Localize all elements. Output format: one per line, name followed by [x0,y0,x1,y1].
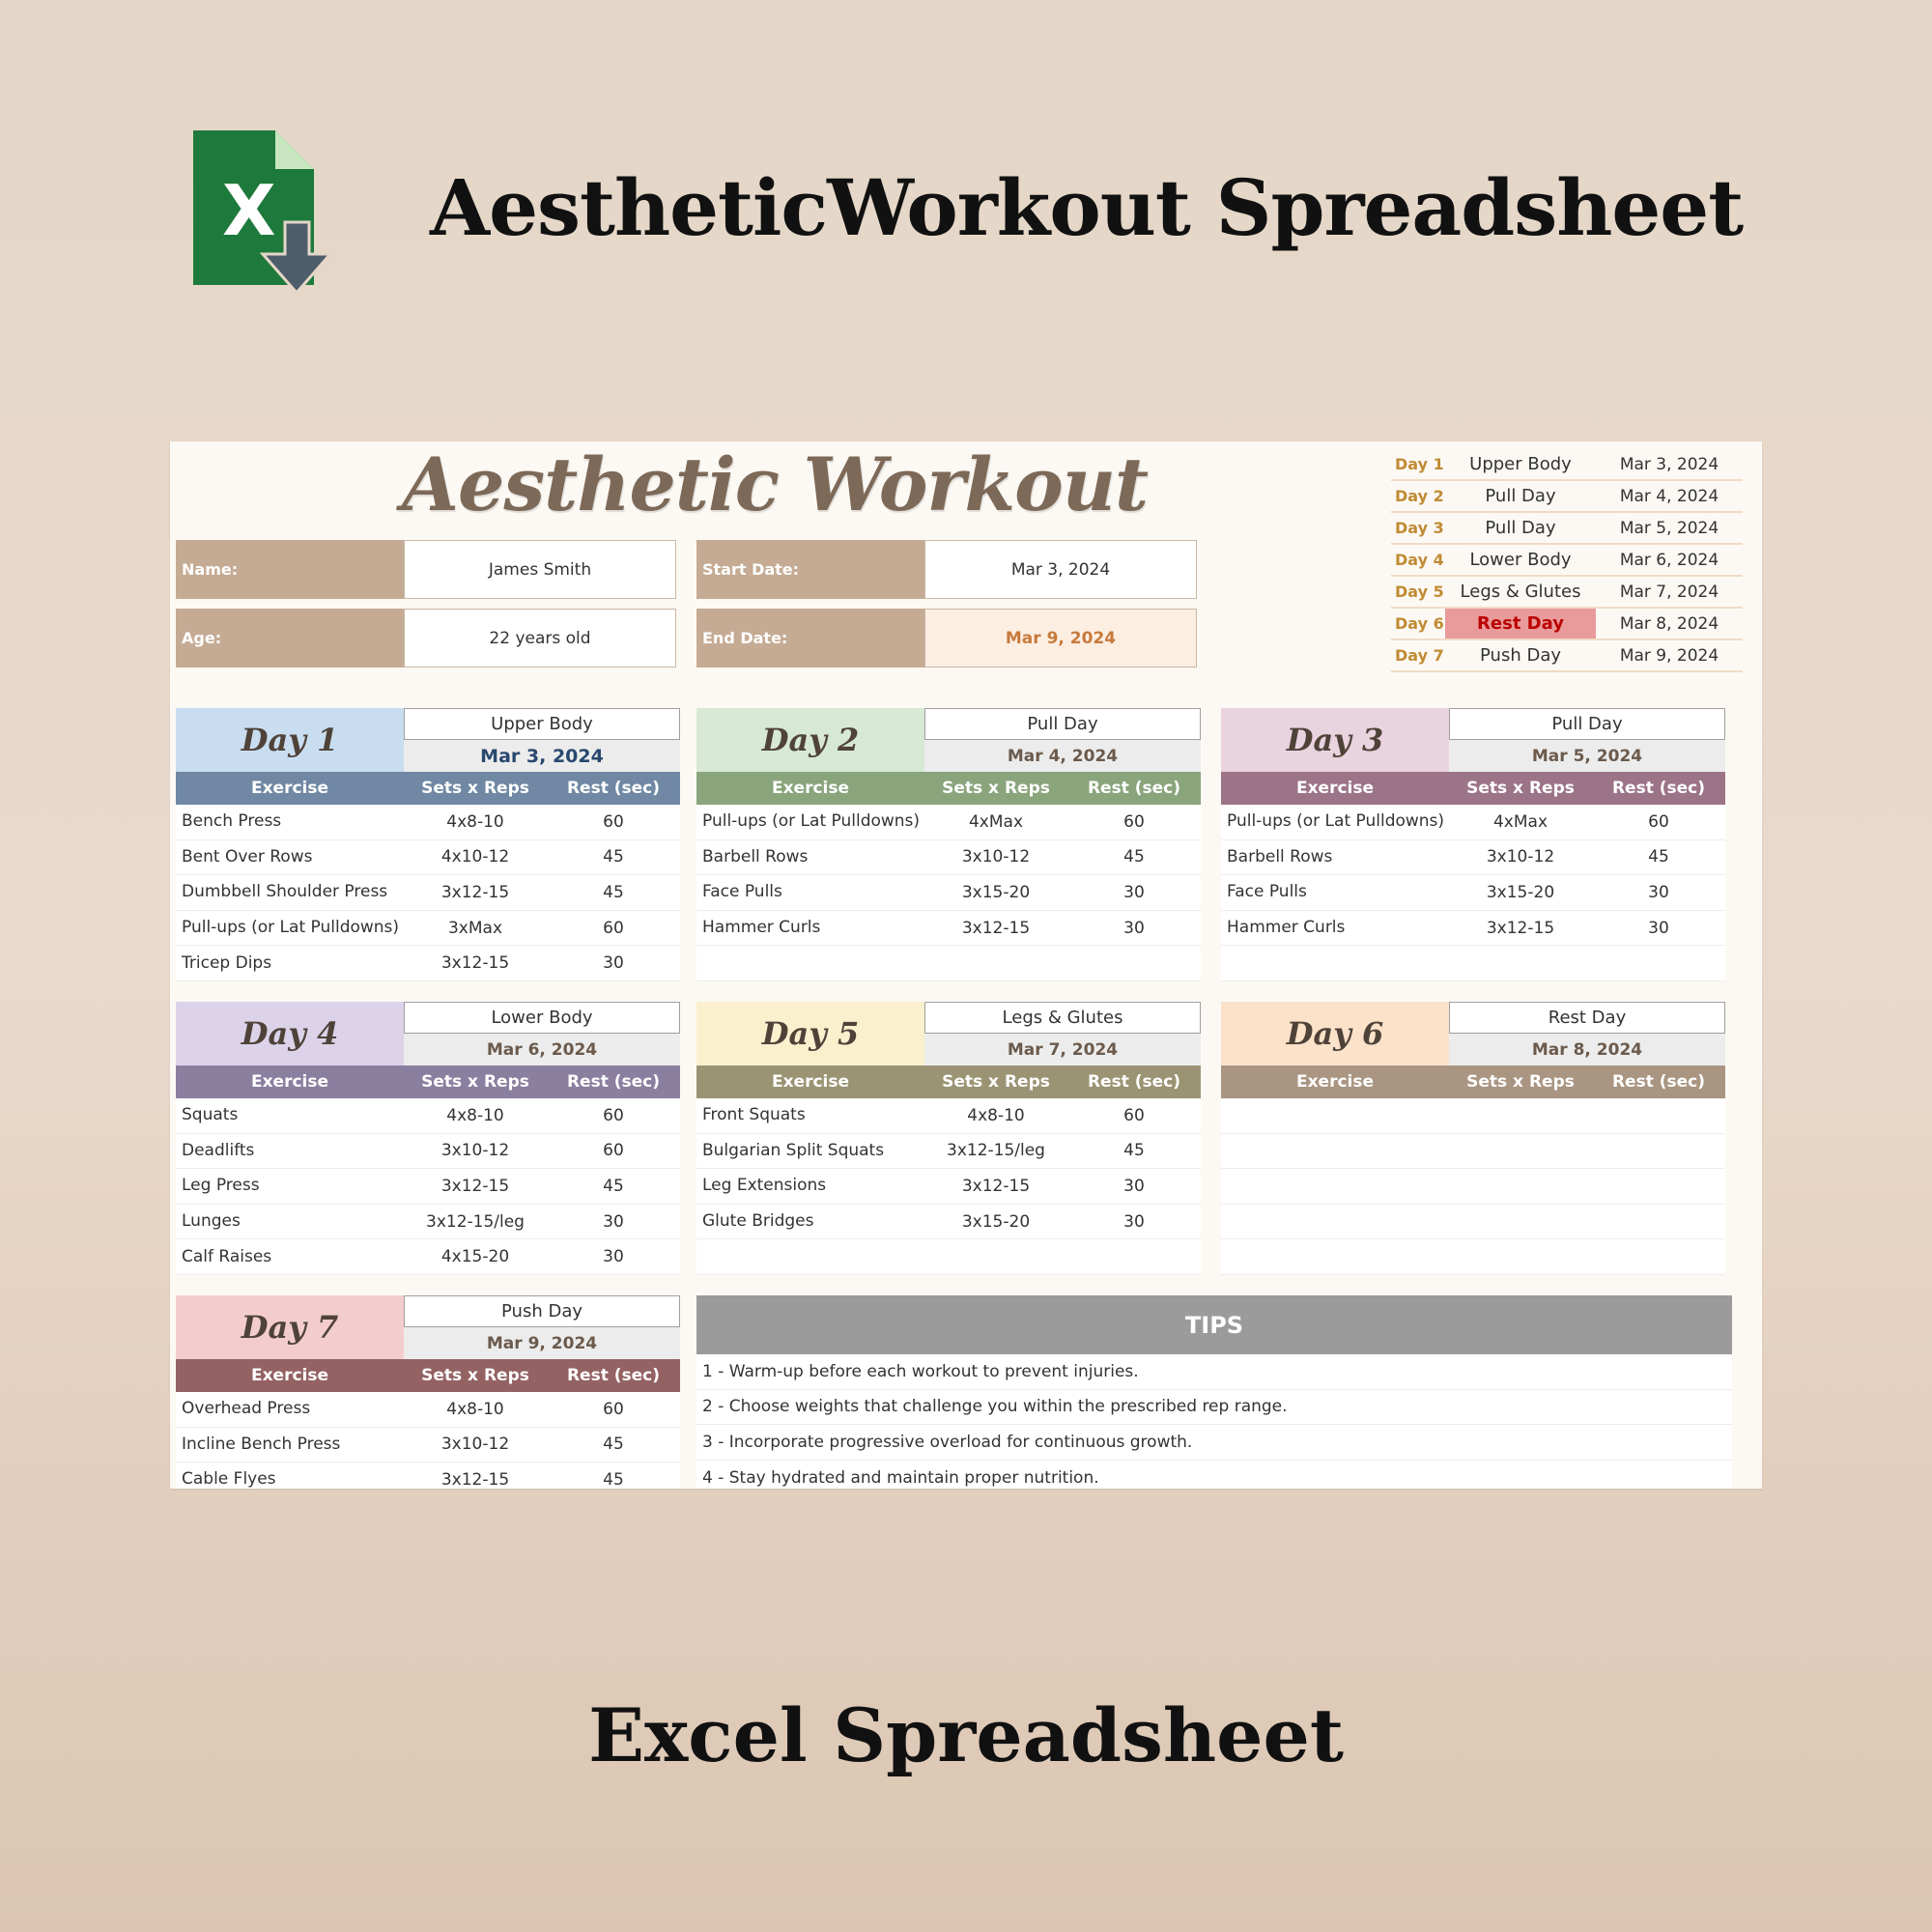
age-label: Age: [176,609,404,668]
tip-item: 1 - Warm-up before each workout to prevent injuries. [696,1354,1732,1390]
day-label: Day 7 [176,1295,404,1359]
schedule-date: Mar 6, 2024 [1619,550,1719,570]
day-label: Day 3 [1221,708,1449,772]
sets-reps: 3x10-12 [440,1435,510,1455]
rest-seconds: 45 [1123,1141,1145,1161]
day-workout-type[interactable]: Push Day [404,1295,680,1327]
day-label: Day 4 [176,1002,404,1065]
exercise-name: Incline Bench Press [182,1435,341,1453]
sets-reps: 4x8-10 [446,1399,504,1419]
schedule-row [1391,513,1743,545]
schedule-row [1391,577,1743,609]
day-label: Day 2 [696,708,924,772]
sets-reps: 4x8-10 [967,1105,1025,1125]
day-header [176,708,680,772]
exercise-row[interactable] [176,840,680,876]
exercise-row[interactable] [696,1169,1201,1205]
day-date: Mar 9, 2024 [404,1327,680,1359]
schedule-workout[interactable]: Rest Day [1445,609,1596,639]
sets-column-header: Sets x Reps [942,1072,1050,1092]
sets-reps: 3x15-20 [961,1211,1031,1232]
sets-reps: 4xMax [1492,811,1548,832]
schedule-day: Day 4 [1395,551,1444,569]
sets-reps: 3x15-20 [961,882,1031,902]
column-header [1221,772,1725,805]
day-date: Mar 6, 2024 [404,1034,680,1065]
rest-seconds: 30 [1648,918,1669,938]
exercise-row[interactable] [696,1205,1201,1240]
schedule-date: Mar 8, 2024 [1619,613,1719,634]
rest-seconds: 30 [1123,1176,1145,1196]
exercise-name: Pull-ups (or Lat Pulldowns) [182,920,400,937]
day-block-6 [1221,1002,1725,1275]
sets-reps: 3xMax [447,918,503,938]
tips-list [696,1354,1732,1489]
exercise-column-header: Exercise [771,1072,850,1092]
schedule-row [1391,640,1743,672]
schedule-row [1391,449,1743,481]
schedule-workout[interactable]: Pull Day [1485,486,1556,506]
schedule-date: Mar 4, 2024 [1619,486,1719,506]
exercise-name: Bulgarian Split Squats [702,1142,885,1159]
exercise-row[interactable] [696,1098,1201,1134]
exercise-row[interactable] [1221,1169,1725,1205]
schedule-day: Day 3 [1395,519,1444,537]
exercise-column-header: Exercise [1295,779,1375,798]
rest-column-header: Rest (sec) [566,1072,661,1092]
exercise-row[interactable] [176,1392,680,1428]
column-header [176,1065,680,1098]
day-meta [1449,708,1725,772]
exercise-name: Bench Press [182,813,282,831]
day-block-1 [176,708,680,981]
exercise-row[interactable] [696,1134,1201,1170]
tip-item: 4 - Stay hydrated and maintain proper nutrition. [696,1461,1732,1489]
schedule-day: Day 7 [1395,646,1444,665]
exercise-row[interactable] [1221,1134,1725,1170]
schedule-day: Day 1 [1395,455,1444,473]
exercise-row[interactable] [1221,805,1725,840]
tip-item: 3 - Incorporate progressive overload for continuous growth. [696,1425,1732,1461]
start-date-label: Start Date: [696,540,924,599]
sets-reps: 4x8-10 [446,811,504,832]
exercise-name: Face Pulls [702,884,782,901]
column-header [176,772,680,805]
tips-title: TIPS [696,1295,1732,1354]
exercise-row[interactable] [696,946,1201,981]
exercise-row[interactable] [176,1428,680,1463]
exercise-row[interactable] [1221,1098,1725,1134]
sets-reps: 3x10-12 [440,1141,510,1161]
name-label: Name: [176,540,404,599]
sets-reps: 4xMax [968,811,1024,832]
sets-reps: 3x10-12 [1486,847,1555,867]
day-block-4 [176,1002,680,1275]
schedule-date: Mar 3, 2024 [1619,454,1719,474]
rest-seconds: 30 [603,1211,624,1232]
day-workout-type[interactable]: Upper Body [404,708,680,740]
rest-seconds: 30 [1648,882,1669,902]
sets-reps: 3x10-12 [961,847,1031,867]
exercise-row[interactable] [176,875,680,911]
sets-reps: 3x12-15 [961,1176,1031,1196]
name-row [176,540,676,599]
exercise-name: Glute Bridges [702,1213,814,1231]
day-block-5 [696,1002,1201,1275]
rest-seconds: 45 [1648,847,1669,867]
exercise-name: Pull-ups (or Lat Pulldowns) [1227,813,1445,831]
sets-reps: 3x15-20 [1486,882,1555,902]
exercise-column-header: Exercise [250,1072,329,1092]
exercise-name: Cable Flyes [182,1471,276,1489]
day-date: Mar 5, 2024 [1449,740,1725,772]
exercise-row[interactable] [176,1463,680,1489]
day-header [176,1295,680,1359]
rest-column-header: Rest (sec) [1611,1072,1706,1092]
exercise-row[interactable] [1221,1239,1725,1275]
schedule-workout[interactable]: Lower Body [1469,550,1572,570]
sets-reps: 4x8-10 [446,1105,504,1125]
rest-seconds: 60 [603,1105,624,1125]
exercise-row[interactable] [1221,946,1725,981]
exercise-row[interactable] [176,1098,680,1134]
day-label: Day 6 [1221,1002,1449,1065]
sets-column-header: Sets x Reps [1466,1072,1575,1092]
rest-seconds: 60 [1648,811,1669,832]
sets-column-header: Sets x Reps [421,1366,529,1385]
sets-reps: 3x12-15 [440,1176,510,1196]
column-header [696,772,1201,805]
exercise-row[interactable] [696,911,1201,947]
schedule-date: Mar 9, 2024 [1619,645,1719,666]
exercise-row[interactable] [1221,875,1725,911]
exercise-column-header: Exercise [250,779,329,798]
day-meta [404,708,680,772]
sets-column-header: Sets x Reps [421,779,529,798]
rest-seconds: 30 [1123,918,1145,938]
schedule-row [1391,609,1743,640]
day-workout-type[interactable]: Rest Day [1449,1002,1725,1034]
exercise-column-header: Exercise [250,1366,329,1385]
rest-column-header: Rest (sec) [1087,1072,1181,1092]
page-headline: AestheticWorkout Spreadsheet [430,162,1744,253]
rest-seconds: 45 [603,847,624,867]
rest-seconds: 60 [603,1141,624,1161]
schedule-day: Day 2 [1395,487,1444,505]
day-header [696,708,1201,772]
rest-column-header: Rest (sec) [1087,779,1181,798]
exercise-column-header: Exercise [1295,1072,1375,1092]
rest-seconds: 30 [603,953,624,974]
tips-panel [696,1295,1732,1489]
rest-column-header: Rest (sec) [566,779,661,798]
exercise-name: Hammer Curls [1227,920,1346,937]
exercise-row[interactable] [1221,840,1725,876]
schedule-workout[interactable]: Pull Day [1485,518,1556,538]
exercise-row[interactable] [696,1239,1201,1275]
exercise-row[interactable] [176,1205,680,1240]
sets-reps: 3x12-15 [961,918,1031,938]
day-block-3 [1221,708,1725,981]
column-header [176,1359,680,1392]
exercise-row[interactable] [696,840,1201,876]
excel-download-icon [193,130,338,295]
day-meta [404,1002,680,1065]
end-date-label: End Date: [696,609,924,668]
exercise-row[interactable] [1221,911,1725,947]
sets-reps: 3x12-15 [440,953,510,974]
schedule-date: Mar 5, 2024 [1619,518,1719,538]
schedule-day: Day 5 [1395,582,1444,601]
sets-reps: 4x15-20 [440,1247,510,1267]
schedule-date: Mar 7, 2024 [1619,582,1719,602]
day-meta [924,1002,1201,1065]
exercise-name: Barbell Rows [1227,848,1333,866]
rest-seconds: 30 [1123,882,1145,902]
rest-column-header: Rest (sec) [566,1366,661,1385]
day-header [1221,1002,1725,1065]
exercise-name: Pull-ups (or Lat Pulldowns) [702,813,921,831]
exercise-row[interactable] [176,911,680,947]
sets-reps: 3x12-15 [440,1469,510,1489]
svg-text:X: X [222,170,276,251]
footer-title: Excel Spreadsheet [588,1692,1344,1778]
day-header [176,1002,680,1065]
exercise-row[interactable] [176,805,680,840]
rest-seconds: 30 [1123,1211,1145,1232]
exercise-name: Tricep Dips [182,954,272,972]
exercise-name: Deadlifts [182,1142,255,1159]
name-field[interactable]: James Smith [404,540,676,599]
rest-seconds: 60 [603,918,624,938]
sets-reps: 3x12-15/leg [947,1141,1045,1161]
column-header [696,1065,1201,1098]
day-date: Mar 7, 2024 [924,1034,1201,1065]
exercise-row[interactable] [1221,1205,1725,1240]
start-date-row [696,540,1197,599]
day-header [1221,708,1725,772]
day-date: Mar 8, 2024 [1449,1034,1725,1065]
start-date-field[interactable]: Mar 3, 2024 [924,540,1197,599]
day-workout-type[interactable]: Pull Day [924,708,1201,740]
exercise-name: Lunges [182,1213,241,1231]
sheet-title: Aesthetic Workout [402,441,1149,527]
day-date: Mar 3, 2024 [404,740,680,772]
exercise-name: Face Pulls [1227,884,1307,901]
schedule-day: Day 6 [1395,614,1444,633]
rest-seconds: 45 [603,1435,624,1455]
exercise-name: Overhead Press [182,1401,311,1418]
schedule-workout[interactable]: Upper Body [1469,454,1572,474]
schedule-table [1391,449,1743,672]
sets-reps: 3x12-15/leg [426,1211,525,1232]
end-date-row [696,609,1197,668]
exercise-name: Hammer Curls [702,920,821,937]
day-label: Day 1 [176,708,404,772]
sets-column-header: Sets x Reps [942,779,1050,798]
day-label: Day 5 [696,1002,924,1065]
schedule-workout[interactable]: Legs & Glutes [1460,582,1581,602]
rest-seconds: 60 [603,1399,624,1419]
exercise-name: Barbell Rows [702,848,809,866]
sets-column-header: Sets x Reps [421,1072,529,1092]
exercise-name: Leg Extensions [702,1178,827,1195]
exercise-row[interactable] [176,946,680,981]
rest-seconds: 45 [603,882,624,902]
day-meta [404,1295,680,1359]
rest-seconds: 60 [603,811,624,832]
column-header [1221,1065,1725,1098]
exercise-name: Bent Over Rows [182,848,313,866]
rest-seconds: 45 [603,1469,624,1489]
exercise-row[interactable] [176,1169,680,1205]
day-date: Mar 4, 2024 [924,740,1201,772]
exercise-row[interactable] [696,875,1201,911]
tip-item: 2 - Choose weights that challenge you within the prescribed rep range. [696,1390,1732,1426]
rest-seconds: 45 [603,1176,624,1196]
exercise-row[interactable] [696,805,1201,840]
exercise-row[interactable] [176,1239,680,1275]
day-header [696,1002,1201,1065]
sets-column-header: Sets x Reps [1466,779,1575,798]
day-workout-type[interactable]: Lower Body [404,1002,680,1034]
exercise-name: Calf Raises [182,1248,272,1265]
schedule-row [1391,481,1743,513]
rest-seconds: 45 [1123,847,1145,867]
day-workout-type[interactable]: Pull Day [1449,708,1725,740]
schedule-row [1391,545,1743,577]
exercise-column-header: Exercise [771,779,850,798]
age-row [176,609,676,668]
sets-reps: 3x12-15 [440,882,510,902]
age-field[interactable]: 22 years old [404,609,676,668]
day-block-7 [176,1295,680,1489]
exercise-name: Dumbbell Shoulder Press [182,884,388,901]
sets-reps: 4x10-12 [440,847,510,867]
rest-seconds: 60 [1123,811,1145,832]
rest-column-header: Rest (sec) [1611,779,1706,798]
day-block-2 [696,708,1201,981]
day-workout-type[interactable]: Legs & Glutes [924,1002,1201,1034]
exercise-name: Front Squats [702,1107,806,1124]
schedule-workout[interactable]: Push Day [1480,645,1561,666]
end-date-field[interactable]: Mar 9, 2024 [924,609,1197,668]
rest-seconds: 60 [1123,1105,1145,1125]
exercise-name: Squats [182,1107,239,1124]
rest-seconds: 30 [603,1247,624,1267]
exercise-row[interactable] [176,1134,680,1170]
spreadsheet-preview [170,441,1762,1489]
day-meta [924,708,1201,772]
exercise-name: Leg Press [182,1178,260,1195]
day-meta [1449,1002,1725,1065]
sets-reps: 3x12-15 [1486,918,1555,938]
